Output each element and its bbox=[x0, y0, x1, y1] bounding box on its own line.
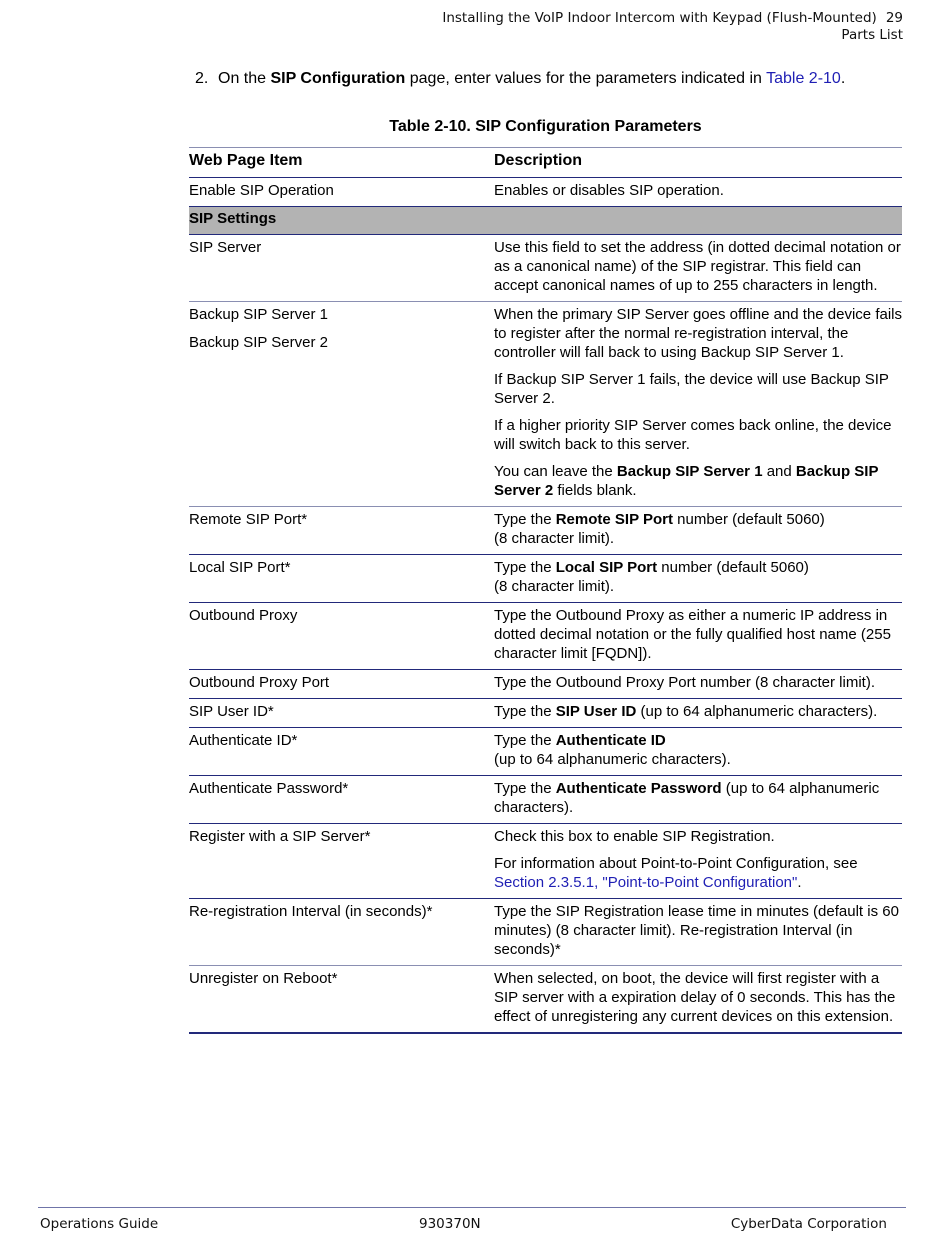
table-row bbox=[189, 235, 902, 302]
desc-bold: Authenticate Password bbox=[555, 780, 722, 797]
item-backup-2: Backup SIP Server 2 bbox=[189, 334, 328, 351]
section-label: SIP Settings bbox=[189, 207, 902, 235]
desc-bold: SIP User ID bbox=[555, 703, 637, 720]
desc-bold: Authenticate ID bbox=[555, 732, 666, 749]
table-header-row bbox=[189, 148, 902, 178]
desc-text: and bbox=[762, 463, 796, 480]
description-cell bbox=[494, 555, 902, 603]
desc-text: number (default 5060) bbox=[657, 559, 809, 576]
item-cell: Register with a SIP Server* bbox=[189, 824, 494, 899]
table-row bbox=[189, 699, 902, 728]
description-cell: Type the SIP Registration lease time in minutes (default is 60 minutes) (8 character limit). Re-registration Interval (in seconds)* bbox=[494, 899, 902, 966]
step-number: 2. bbox=[195, 70, 209, 87]
desc-text: Type the bbox=[494, 780, 556, 797]
table-row bbox=[189, 776, 902, 824]
section-link[interactable]: Section 2.3.5.1, "Point-to-Point Configuration" bbox=[494, 874, 798, 891]
sip-parameters-table bbox=[189, 147, 902, 1034]
footer-divider bbox=[38, 1207, 906, 1208]
desc-paragraph bbox=[494, 462, 902, 500]
footer-left: Operations Guide bbox=[40, 1216, 159, 1232]
table-link[interactable]: Table 2-10 bbox=[766, 70, 841, 87]
desc-text: (8 character limit). bbox=[494, 530, 615, 547]
description-cell: Type the Outbound Proxy as either a numeric IP address in dotted decimal notation or the fully qualified host name (255 character limit [FQDN]). bbox=[494, 603, 902, 670]
description-cell bbox=[494, 507, 902, 555]
desc-bold: Backup SIP Server 1 bbox=[616, 463, 763, 480]
desc-text: fields blank. bbox=[553, 482, 637, 499]
item-cell: Authenticate Password* bbox=[189, 776, 494, 824]
desc-text: (up to 64 alphanumeric characters). bbox=[494, 780, 880, 816]
item-cell: Enable SIP Operation bbox=[189, 178, 494, 207]
desc-bold: Remote SIP Port bbox=[555, 511, 673, 528]
header-subtitle: Parts List bbox=[841, 27, 903, 43]
item-backup-1: Backup SIP Server 1 bbox=[189, 306, 328, 323]
desc-text: For information about Point-to-Point Configuration, see bbox=[494, 855, 858, 872]
step-bold: SIP Configuration bbox=[270, 70, 406, 87]
desc-bold: Backup SIP Server 2 bbox=[494, 463, 879, 499]
desc-paragraph: If a higher priority SIP Server comes back online, the device will switch back to this server. bbox=[494, 417, 892, 453]
section-row-sip-settings bbox=[189, 207, 902, 235]
desc-text: . bbox=[797, 874, 802, 891]
item-cell: Local SIP Port* bbox=[189, 555, 494, 603]
running-header bbox=[442, 10, 903, 44]
item-cell: SIP User ID* bbox=[189, 699, 494, 728]
description-cell: Use this field to set the address (in dotted decimal notation or as a canonical name) of the SIP registrar. This field can accept canonical names of up to 255 characters in length. bbox=[494, 235, 902, 302]
desc-text: Type the bbox=[494, 559, 556, 576]
step-text-end: . bbox=[840, 70, 846, 87]
desc-paragraph: Check this box to enable SIP Registration. bbox=[494, 828, 775, 845]
step-text: On the bbox=[218, 70, 271, 87]
desc-text: Type the bbox=[494, 732, 556, 749]
step-2-instruction bbox=[195, 69, 845, 89]
item-cell: Outbound Proxy Port bbox=[189, 670, 494, 699]
item-cell bbox=[189, 302, 494, 507]
header-title: Installing the VoIP Indoor Intercom with Keypad (Flush-Mounted) bbox=[442, 10, 877, 26]
desc-paragraph bbox=[494, 854, 902, 892]
col-header-item: Web Page Item bbox=[189, 148, 494, 178]
description-cell bbox=[494, 776, 902, 824]
desc-text: Type the bbox=[494, 703, 556, 720]
desc-text: (up to 64 alphanumeric characters). bbox=[636, 703, 878, 720]
description-cell: When selected, on boot, the device will first register with a SIP server with a expiration delay of 0 seconds. This has the effect of unregistering any current devices on this extension. bbox=[494, 966, 902, 1034]
page-number: 29 bbox=[885, 10, 903, 26]
description-cell bbox=[494, 824, 902, 899]
table-caption: Table 2-10. SIP Configuration Parameters bbox=[389, 118, 702, 135]
step-text-middle: page, enter values for the parameters indicated in bbox=[405, 70, 767, 87]
description-cell bbox=[494, 728, 902, 776]
description-cell bbox=[494, 699, 902, 728]
description-cell: Enables or disables SIP operation. bbox=[494, 178, 902, 207]
table-row bbox=[189, 824, 902, 899]
footer-right: CyberData Corporation bbox=[730, 1216, 887, 1232]
item-cell: SIP Server bbox=[189, 235, 494, 302]
item-cell: Authenticate ID* bbox=[189, 728, 494, 776]
desc-paragraph: If Backup SIP Server 1 fails, the device will use Backup SIP Server 2. bbox=[494, 371, 889, 407]
table-row bbox=[189, 728, 902, 776]
table-row bbox=[189, 966, 902, 1034]
desc-text: You can leave the bbox=[494, 463, 617, 480]
footer-center: 930370N bbox=[419, 1216, 481, 1232]
table-row bbox=[189, 670, 902, 699]
desc-text: number (default 5060) bbox=[672, 511, 825, 528]
desc-text: Type the bbox=[494, 511, 556, 528]
table-row bbox=[189, 302, 902, 507]
item-cell: Re-registration Interval (in seconds)* bbox=[189, 899, 494, 966]
desc-bold: Local SIP Port bbox=[555, 559, 658, 576]
table-row bbox=[189, 507, 902, 555]
description-cell: Type the Outbound Proxy Port number (8 character limit). bbox=[494, 670, 902, 699]
table-row bbox=[189, 555, 902, 603]
description-cell bbox=[494, 302, 902, 507]
desc-text: (8 character limit). bbox=[494, 578, 615, 595]
table-row bbox=[189, 603, 902, 670]
col-header-description: Description bbox=[494, 148, 902, 178]
table-row bbox=[189, 899, 902, 966]
desc-paragraph: When the primary SIP Server goes offline and the device fails to register after the normal re-registration interval, the controller will fall back to using Backup SIP Server 1. bbox=[494, 306, 902, 361]
item-cell: Remote SIP Port* bbox=[189, 507, 494, 555]
item-cell: Outbound Proxy bbox=[189, 603, 494, 670]
desc-text: (up to 64 alphanumeric characters). bbox=[494, 751, 731, 768]
item-cell: Unregister on Reboot* bbox=[189, 966, 494, 1034]
table-row bbox=[189, 178, 902, 207]
